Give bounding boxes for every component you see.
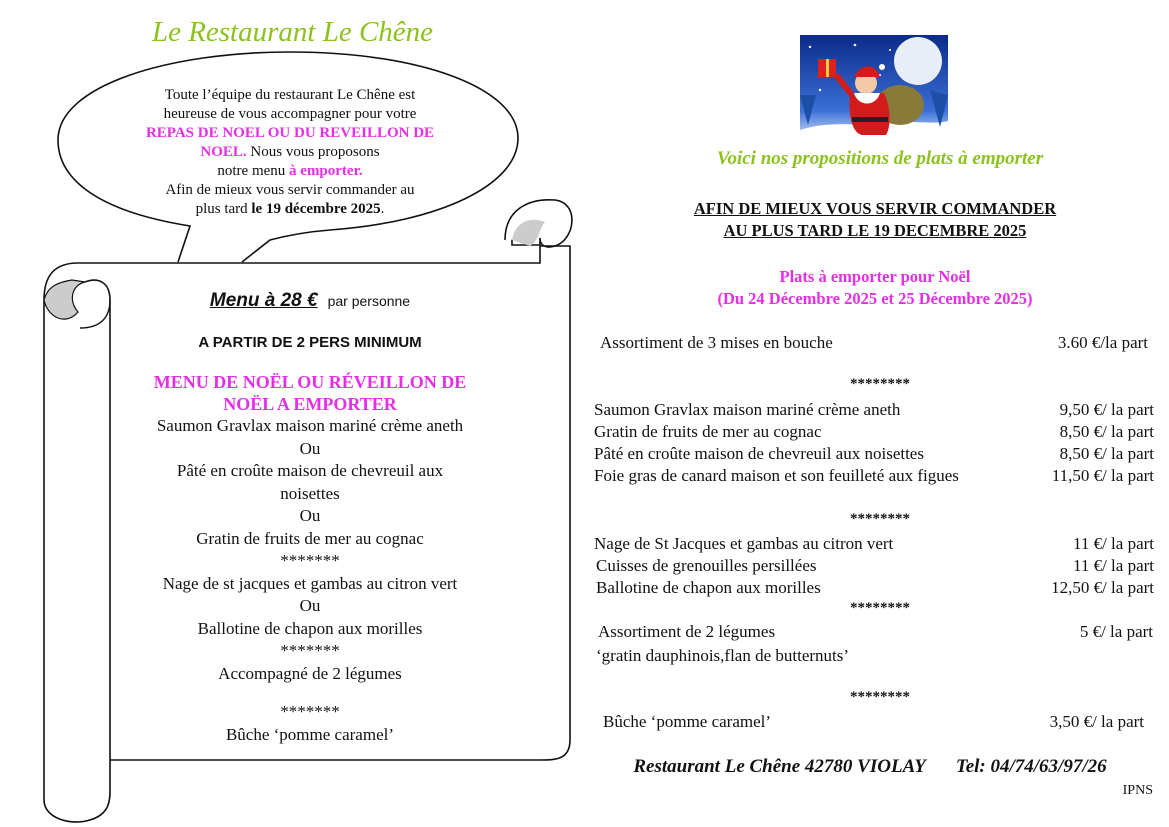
per-person-label: par personne <box>327 293 411 309</box>
bubble-line: Toute l’équipe du restaurant Le Chêne est <box>164 87 416 103</box>
menu-line: Saumon Gravlax maison mariné crème aneth <box>156 416 464 435</box>
menu-line: Gratin de fruits de mer au cognac <box>196 528 424 548</box>
bubble-line: heureuse de vous accompagner pour votre <box>163 106 417 122</box>
restaurant-title: Le Restaurant Le Chêne <box>151 16 434 48</box>
footer-contact <box>600 756 1140 778</box>
menu-line: Nage de st jacques et gambas au citron vert <box>162 573 458 593</box>
menu-separator: ******* <box>280 702 340 721</box>
menu-line: Ou <box>299 596 321 615</box>
order-deadline: AFIN DE MIEUX VOUS SERVIR COMMANDER AU PLUS TARD LE 19 DECEMBRE 2025 <box>693 199 1057 240</box>
minimum-persons: A PARTIR DE 2 PERS MINIMUM <box>198 334 422 351</box>
menu-line: ******* <box>280 641 340 660</box>
menu-lines <box>120 415 500 685</box>
menu-line: Ou <box>299 506 321 525</box>
menu-line: ******* <box>280 551 340 570</box>
footer-phone: Tel: 04/74/63/97/26 <box>955 756 1107 777</box>
price-row: Assortiment de 2 légumes 5 €/ la part <box>598 622 1153 641</box>
separator: ******** <box>850 689 910 705</box>
bubble-line: plus tard <box>195 201 252 217</box>
price-row: Cuisses de grenouilles persillées 11 €/ la part <box>596 556 1154 575</box>
bubble-emporter: à emporter. <box>289 163 363 179</box>
scroll-left-roll <box>44 263 110 822</box>
moon-icon <box>894 37 942 85</box>
menu-line: Accompagné de 2 légumes <box>218 663 402 683</box>
price-row: Assortiment de 3 mises en bouche 3.60 €/la part <box>600 333 1148 352</box>
bubble-date: le 19 décembre 2025 <box>251 201 381 217</box>
price-row: Pâté en croûte maison de chevreuil aux noisettes 8,50 €/ la part <box>594 444 1154 463</box>
bubble-line: notre menu <box>217 163 290 179</box>
menu-price-title: Menu à 28 € <box>209 290 318 311</box>
offer-headline: Voici nos propositions de plats à emporter <box>716 148 1044 169</box>
bubble-line: Afin de mieux vous servir commander au <box>165 182 415 198</box>
takeaway-heading: Plats à emporter pour Noël (Du 24 Décembre 2025 et 25 Décembre 2025) <box>717 267 1033 308</box>
price-row: Nage de St Jacques et gambas au citron vert 11 €/ la part <box>594 534 1154 553</box>
bubble-text: Toute l’équipe du restaurant Le Chêne est heureuse de vous accompagner pour votre REPAS DE NOEL OU DU REVEILLON DE NOEL. Nous vous proposons notre menu à emporter. Afin de mieux vous servir commander au plus tard le 19 décembre 2025. <box>128 86 452 219</box>
menu-line: Ballotine de chapon aux morilles <box>197 618 423 638</box>
footer-address: Restaurant Le Chêne 42780 VIOLAY <box>633 756 926 777</box>
menu-line: noisettes <box>280 483 340 503</box>
separator: ******** <box>850 600 910 616</box>
menu-heading: MENU DE NOËL OU RÉVEILLON DE NOËL A EMPORTER <box>153 372 467 414</box>
menu-line: Ou <box>299 438 321 458</box>
menu-line: Pâté en croûte maison de chevreuil aux <box>176 461 444 480</box>
menu-content <box>120 290 500 746</box>
price-row: Ballotine de chapon aux morilles 12,50 €/ la part <box>596 578 1154 597</box>
bubble-line: Nous vous proposons <box>246 144 380 160</box>
price-row: Gratin de fruits de mer au cognac 8,50 €/ la part <box>594 422 1154 441</box>
price-row: Foie gras de canard maison et son feuilleté aux figues 11,50 €/ la part <box>594 466 1154 485</box>
legumes-detail: ‘gratin dauphinois,flan de butternuts’ <box>596 646 850 665</box>
menu-dessert: Bûche ‘pomme caramel’ <box>225 724 395 744</box>
bubble-highlight: REPAS DE NOEL OU DU REVEILLON DE NOEL. <box>145 125 435 160</box>
price-row: Saumon Gravlax maison mariné crème aneth 9,50 €/ la part <box>594 400 1154 419</box>
separator: ******** <box>850 511 910 527</box>
santa-claus-image <box>800 35 948 143</box>
separator: ******** <box>850 376 910 392</box>
ipns-mark: IPNS <box>1122 783 1153 798</box>
price-row: Bûche ‘pomme caramel’ 3,50 €/ la part <box>603 712 1144 731</box>
